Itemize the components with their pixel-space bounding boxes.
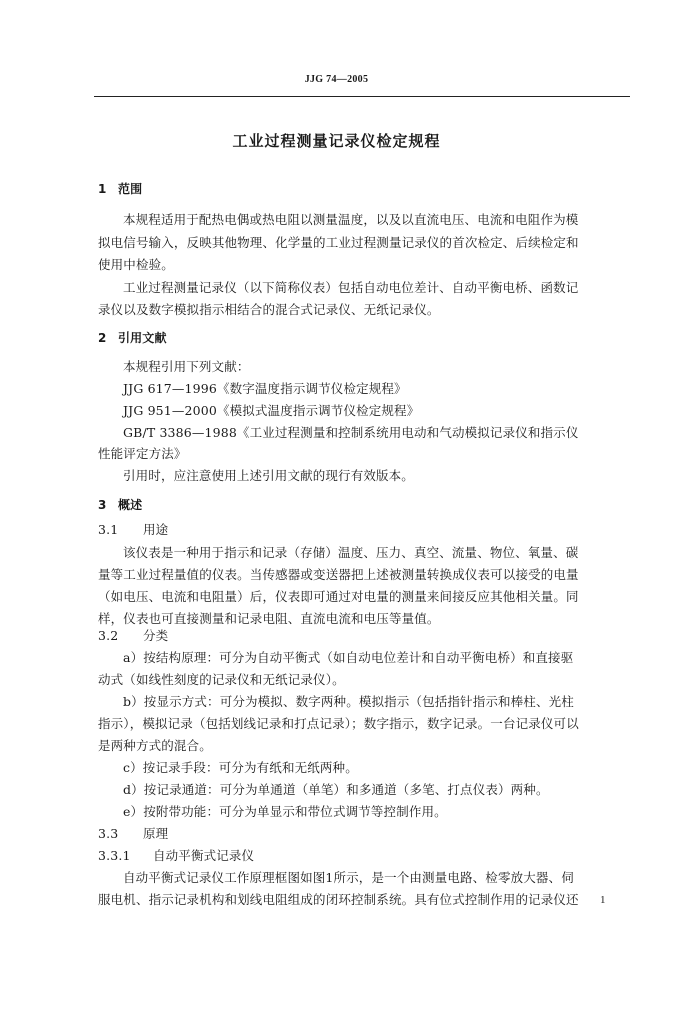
section-number: 3.3.1 bbox=[98, 848, 131, 863]
section-3-2-heading bbox=[98, 628, 632, 644]
list-item-line: b）按显示方式：可分为模拟、数字两种。模拟指示（包括指针指示和棒柱、光柱 bbox=[123, 694, 574, 709]
paragraph-line: 量等工业过程量值的仪表。当传感器或变送器把上述被测量转换成仪表可以接受的电量 bbox=[98, 567, 579, 582]
reference-line: GB/T 3386—1988《工业过程测量和控制系统用电动和气动模拟记录仪和指示仪 bbox=[123, 425, 579, 440]
list-item-line: e）按附带功能：可分为单显示和带位式调节等控制作用。 bbox=[123, 804, 447, 819]
document-title: 工业过程测量记录仪检定规程 bbox=[232, 132, 441, 150]
paragraph-line: 拟电信号输入，反映其他物理、化学量的工业过程测量记录仪的首次检定、后续检定和 bbox=[98, 235, 579, 250]
list-item-line: 是两种方式的混合。 bbox=[98, 738, 212, 753]
section-title: 概述 bbox=[118, 498, 143, 512]
section-number: 1 bbox=[98, 182, 107, 196]
section-title: 原理 bbox=[143, 826, 169, 841]
list-item-line: c）按记录手段：可分为有纸和无纸两种。 bbox=[123, 760, 358, 775]
reference-line: 性能评定方法》 bbox=[98, 446, 187, 461]
reference-line: JJG 951—2000《模拟式温度指示调节仪检定规程》 bbox=[123, 403, 420, 418]
paragraph-line: 自动平衡式记录仪工作原理框图如图1所示，是一个由测量电路、检零放大器、伺 bbox=[123, 870, 574, 885]
section-title: 分类 bbox=[143, 628, 169, 643]
section-title: 范围 bbox=[118, 182, 143, 196]
section-3-heading bbox=[98, 497, 632, 513]
paragraph-line: 服电机、指示记录机构和划线电阻组成的闭环控制系统。具有位式控制作用的记录仪还 bbox=[98, 892, 579, 907]
section-3-3-1-heading bbox=[98, 848, 632, 864]
list-item-line: d）按记录通道：可分为单通道（单笔）和多通道（多笔、打点仪表）两种。 bbox=[123, 782, 549, 797]
list-item-line: 动式（如线性刻度的记录仪和无纸记录仪）。 bbox=[98, 672, 345, 687]
section-number: 3.2 bbox=[98, 628, 119, 643]
section-number: 3.1 bbox=[98, 522, 119, 537]
page-number: 1 bbox=[600, 894, 606, 906]
paragraph-line: 该仪表是一种用于指示和记录（存储）温度、压力、真空、流量、物位、氧量、碳 bbox=[123, 545, 579, 560]
section-title: 自动平衡式记录仪 bbox=[153, 848, 255, 863]
paragraph-line: 本规程适用于配热电偶或热电阻以测量温度，以及以直流电压、电流和电阻作为模 bbox=[123, 212, 579, 227]
section-2-heading bbox=[98, 330, 632, 346]
header-rule bbox=[94, 96, 630, 97]
paragraph-line: 录仪以及数字模拟指示相结合的混合式记录仪、无纸记录仪。 bbox=[98, 302, 440, 317]
section-number: 3.3 bbox=[98, 826, 119, 841]
paragraph-line: 工业过程测量记录仪（以下简称仪表）包括自动电位差计、自动平衡电桥、函数记 bbox=[123, 280, 579, 295]
section-number: 2 bbox=[98, 331, 107, 345]
paragraph-line: 使用中检验。 bbox=[98, 257, 174, 272]
page-header-code: JJG 74—2005 bbox=[304, 74, 369, 85]
section-number: 3 bbox=[98, 498, 107, 512]
section-3-3-heading bbox=[98, 826, 632, 842]
paragraph-line: 样，仪表也可直接测量和记录电阻、直流电流和电压等量值。 bbox=[98, 611, 440, 626]
paragraph-line: 引用时，应注意使用上述引用文献的现行有效版本。 bbox=[123, 468, 414, 483]
list-item-line: 指示），模拟记录（包括划线记录和打点记录）；数字指示，数字记录。一台记录仪可以 bbox=[98, 716, 579, 731]
paragraph-line: （如电压、电流和电阻量）后，仪表即可通过对电量的测量来间接反应其他相关量。同 bbox=[98, 589, 579, 604]
section-1-heading bbox=[98, 181, 632, 197]
paragraph-line: 本规程引用下列文献： bbox=[123, 359, 250, 374]
section-3-1-heading bbox=[98, 522, 632, 538]
section-title: 用途 bbox=[143, 522, 169, 537]
reference-line: JJG 617—1996《数字温度指示调节仪检定规程》 bbox=[123, 381, 407, 396]
section-title: 引用文献 bbox=[118, 331, 167, 345]
list-item-line: a）按结构原理：可分为自动平衡式（如自动电位差计和自动平衡电桥）和直接驱 bbox=[123, 650, 574, 665]
